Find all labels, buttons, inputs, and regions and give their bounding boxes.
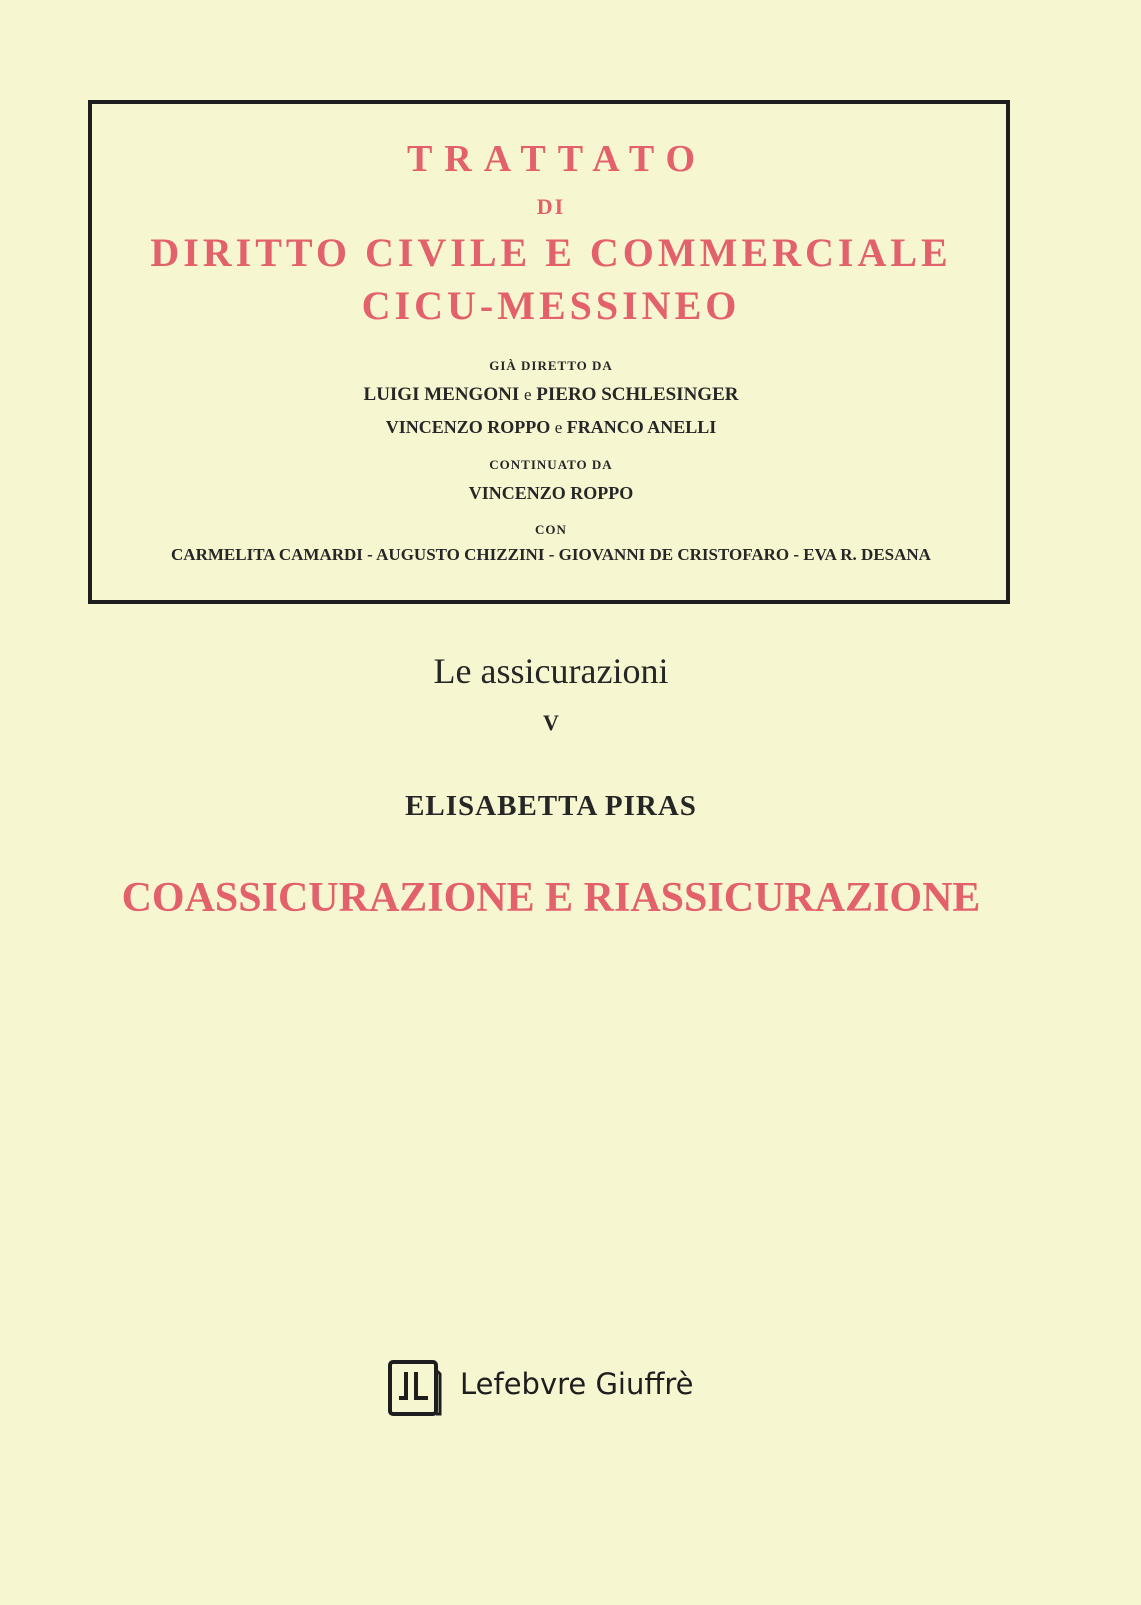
director-name: FRANCO ANELLI: [566, 417, 717, 437]
director-name: PIERO SCHLESINGER: [536, 384, 739, 405]
lefebvre-giuffre-logo-icon: [388, 1360, 442, 1416]
volume-title: Le assicurazioni: [433, 651, 669, 691]
volume-number: V: [543, 710, 559, 735]
director-name: LUIGI MENGONI: [363, 384, 520, 405]
con-label: CON: [535, 522, 567, 537]
conjunction: e: [554, 418, 563, 437]
book-title: COASSICURAZIONE E RIASSICURAZIONE: [121, 875, 981, 921]
series-di: DI: [536, 194, 566, 219]
former-directors-line-1: [0, 385, 1102, 404]
conjunction: e: [523, 385, 532, 404]
publisher-name: Lefebvre Giuffrè: [460, 1367, 694, 1401]
gia-diretto-da-label: GIÀ DIRETTO DA: [489, 358, 613, 373]
series-subtitle-line2: CICU-MESSINEO: [361, 283, 741, 328]
continuato-da-label: CONTINUATO DA: [489, 457, 613, 472]
series-title: TRATTATO: [406, 138, 708, 180]
co-editors: CARMELITA CAMARDI - AUGUSTO CHIZZINI - GIOVANNI DE CRISTOFARO - EVA R. DESANA: [171, 545, 931, 564]
current-director: VINCENZO ROPPO: [468, 483, 634, 503]
publisher-logo: [388, 1360, 718, 1416]
series-subtitle-line1: DIRITTO CIVILE E COMMERCIALE: [150, 230, 952, 275]
author-name: ELISABETTA PIRAS: [405, 790, 697, 822]
former-directors-line-2: [0, 418, 1102, 436]
director-name: VINCENZO ROPPO: [385, 417, 551, 437]
